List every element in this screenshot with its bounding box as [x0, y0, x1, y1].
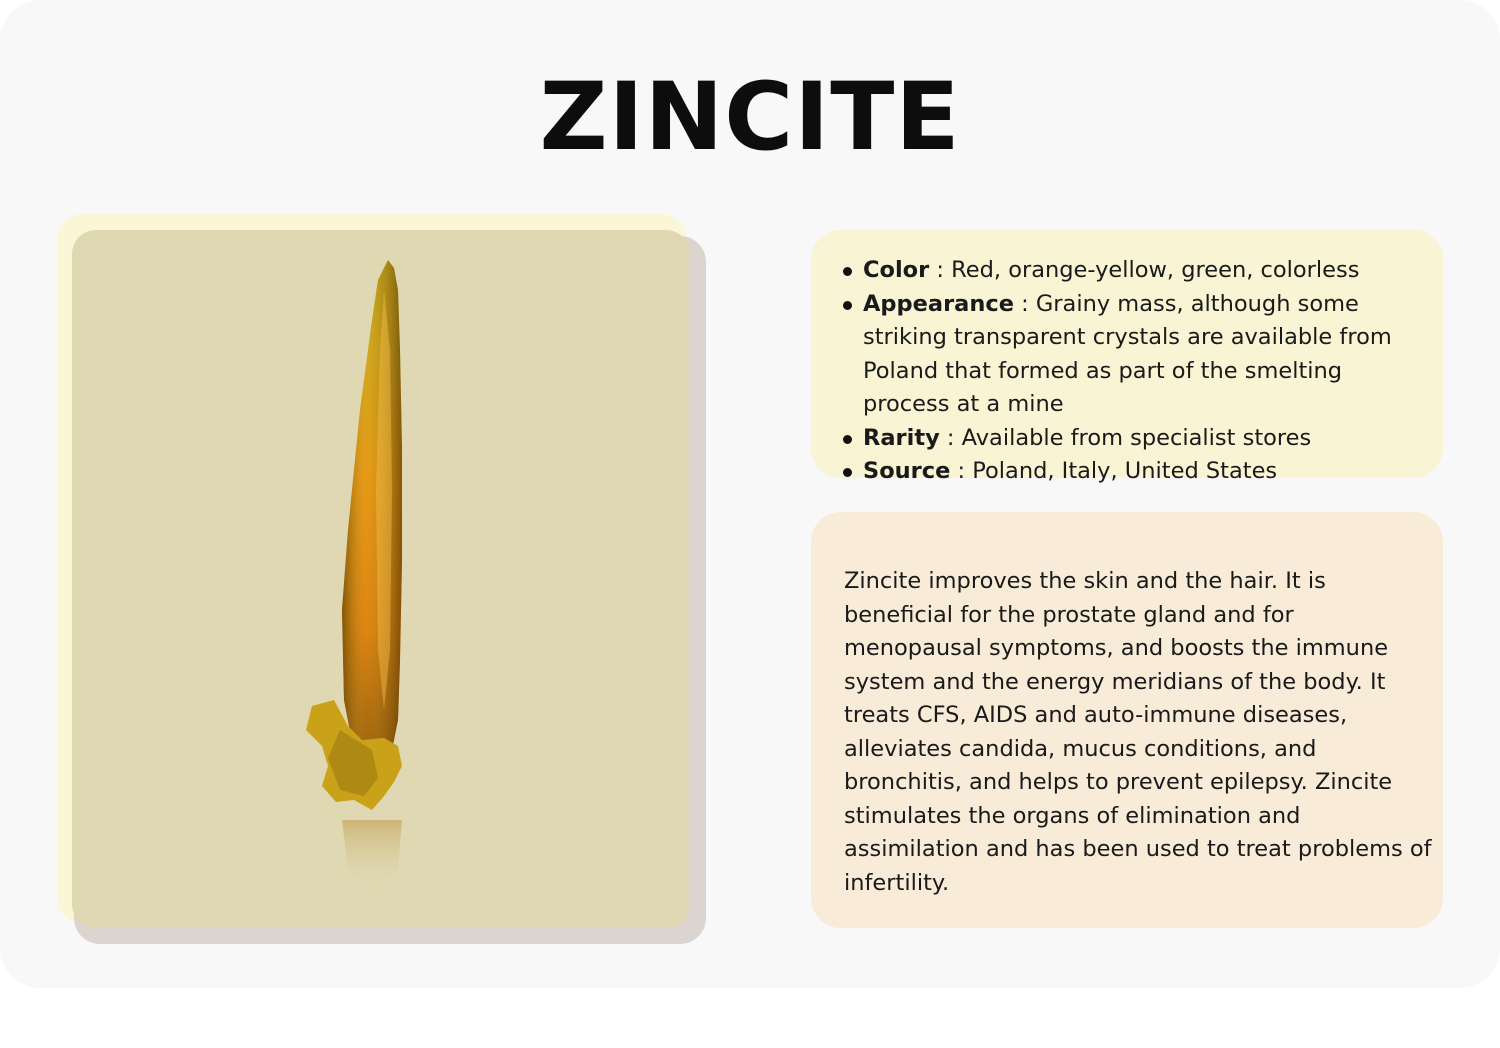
properties-list [841, 254, 1421, 489]
property-value: Poland, Italy, United States [972, 458, 1278, 484]
property-color [841, 254, 1421, 288]
description-text: Zincite improves the skin and the hair. It is beneficial for the prostate gland and for menopausal symptoms, and boosts the immune system and the energy meridians of the body. It treats CFS, AIDS and auto-immune diseases, alleviates candida, mucus conditions, and bronchitis, and helps to prevent epilepsy. Zincite stimulates the organs of elimination and assimilation and has been used to treat problems of infertility. [844, 568, 1432, 896]
property-appearance [841, 288, 1421, 422]
description-box [811, 512, 1443, 928]
property-separator: : [939, 424, 962, 451]
property-separator: : [1013, 290, 1036, 317]
property-separator: : [929, 257, 952, 283]
property-separator: : [950, 458, 973, 484]
property-rarity [841, 422, 1421, 456]
property-value: Available from specialist stores [961, 424, 1312, 451]
bullet-icon [843, 435, 852, 444]
crystal-photo [72, 230, 690, 928]
properties-box [811, 230, 1443, 484]
zincite-crystal-image [72, 230, 690, 928]
property-key: Source [863, 458, 951, 484]
property-value: Grainy mass, although some striking transparent crystals are available from Poland that formed as part of the smelting process at a mine [863, 290, 1392, 417]
bullet-icon [843, 468, 852, 477]
property-key: Color [863, 257, 930, 283]
property-value: Red, orange-yellow, green, colorless [951, 257, 1360, 283]
property-source [841, 455, 1421, 489]
property-key: Rarity [863, 424, 940, 451]
property-key: Appearance [863, 290, 1014, 317]
bullet-icon [843, 267, 852, 276]
bullet-icon [843, 301, 852, 310]
page-title: ZINCITE [539, 63, 961, 172]
